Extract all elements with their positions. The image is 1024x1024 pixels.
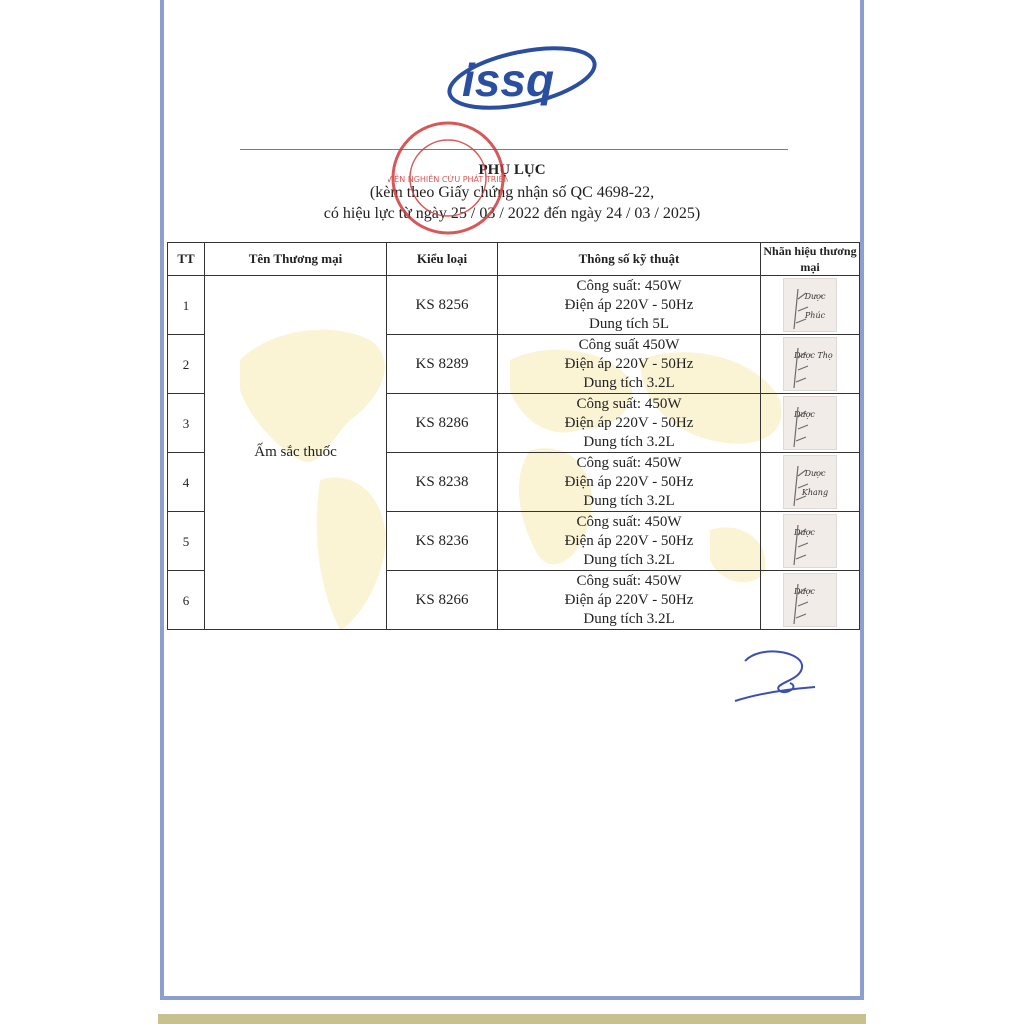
- col-model: Kiểu loại: [387, 243, 498, 276]
- spec-voltage: Điện áp 220V - 50Hz: [564, 414, 694, 431]
- specs-cell: [498, 512, 761, 571]
- trade-name-cell: Ấm sắc thuốc: [205, 276, 387, 630]
- brand-cell: [761, 394, 860, 453]
- svg-text:VIỆN NGHIÊN CỨU PHÁT TRIỂN: VIỆN NGHIÊN CỨU PHÁT TRIỂN: [388, 175, 508, 184]
- spec-power: Công suất: 450W: [576, 277, 682, 294]
- specs-cell: [498, 453, 761, 512]
- col-tt: TT: [168, 243, 205, 276]
- specs-cell: [498, 276, 761, 335]
- bottom-strip: [158, 1014, 866, 1024]
- row-number: 5: [168, 512, 205, 571]
- spec-power: Công suất: 450W: [576, 454, 682, 471]
- spec-capacity: Dung tích 5L: [589, 315, 669, 332]
- col-brand: Nhãn hiệu thương mại: [761, 243, 860, 276]
- row-number: 3: [168, 394, 205, 453]
- certificate-reference: (kèm theo Giấy chứng nhận số QC 4698-22,: [369, 184, 655, 201]
- brand-label-image: [783, 514, 837, 568]
- spec-power: Công suất: 450W: [576, 513, 682, 530]
- page-title: PHỤ LỤC: [478, 162, 546, 178]
- row-number: 1: [168, 276, 205, 335]
- brand-label-text: Dược Thọ: [794, 351, 833, 360]
- model-cell: KS 8286: [387, 394, 498, 453]
- brand-cell: [761, 453, 860, 512]
- brand-label-text: Dược: [794, 587, 815, 596]
- validity-period: có hiệu lực từ ngày 25 / 03 / 2022 đến ngày 24 / 03 / 2025): [323, 205, 701, 222]
- brand-label-text: Dược: [794, 528, 815, 537]
- brand-label-text: Dược: [794, 410, 815, 419]
- specs-cell: [498, 571, 761, 630]
- model-cell: KS 8256: [387, 276, 498, 335]
- specs-cell: [498, 394, 761, 453]
- spec-capacity: Dung tích 3.2L: [583, 551, 675, 568]
- spec-voltage: Điện áp 220V - 50Hz: [564, 591, 694, 608]
- brand-label-text: Dược Phúc: [804, 292, 826, 320]
- spec-capacity: Dung tích 3.2L: [583, 492, 675, 509]
- brand-cell: [761, 335, 860, 394]
- brand-label-image: [783, 573, 837, 627]
- spec-voltage: Điện áp 220V - 50Hz: [564, 296, 694, 313]
- specs-cell: [498, 335, 761, 394]
- model-cell: KS 8238: [387, 453, 498, 512]
- model-cell: KS 8266: [387, 571, 498, 630]
- red-stamp: [388, 118, 508, 238]
- spec-voltage: Điện áp 220V - 50Hz: [564, 532, 694, 549]
- spec-capacity: Dung tích 3.2L: [583, 433, 675, 450]
- table-header-row: [168, 243, 860, 276]
- brand-cell: [761, 571, 860, 630]
- col-specs: Thông số kỹ thuật: [498, 243, 761, 276]
- table-row: [168, 276, 860, 335]
- spec-capacity: Dung tích 3.2L: [583, 610, 675, 627]
- brand-label-image: [783, 278, 837, 332]
- spec-voltage: Điện áp 220V - 50Hz: [564, 355, 694, 372]
- model-cell: KS 8236: [387, 512, 498, 571]
- row-number: 4: [168, 453, 205, 512]
- row-number: 6: [168, 571, 205, 630]
- spec-power: Công suất: 450W: [576, 572, 682, 589]
- brand-label-image: [783, 396, 837, 450]
- signature: [730, 643, 820, 708]
- brand-label-text: Dược Khang: [801, 469, 829, 497]
- spec-capacity: Dung tích 3.2L: [583, 374, 675, 391]
- spec-power: Công suất 450W: [578, 336, 680, 353]
- header-rule: [240, 149, 788, 150]
- brand-label-image: [783, 455, 837, 509]
- row-number: 2: [168, 335, 205, 394]
- product-table: [167, 242, 860, 630]
- col-trade-name: Tên Thương mại: [205, 243, 387, 276]
- spec-voltage: Điện áp 220V - 50Hz: [564, 473, 694, 490]
- brand-label-image: [783, 337, 837, 391]
- issq-logo: [440, 30, 600, 120]
- model-cell: KS 8289: [387, 335, 498, 394]
- spec-power: Công suất: 450W: [576, 395, 682, 412]
- brand-cell: [761, 276, 860, 335]
- svg-text:issq: issq: [462, 54, 555, 106]
- brand-cell: [761, 512, 860, 571]
